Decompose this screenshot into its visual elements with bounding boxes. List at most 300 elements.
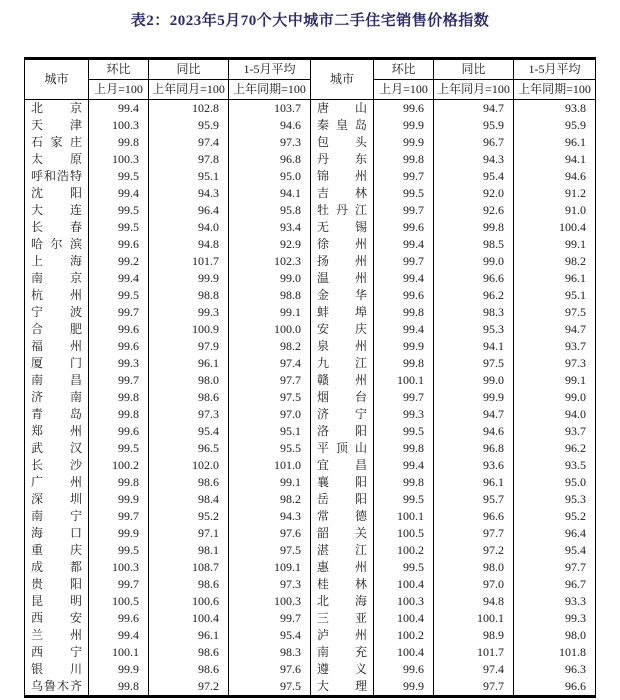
avg-value-left: 103.7 [229, 100, 311, 118]
avg-value-left: 97.7 [229, 372, 311, 389]
table-row [25, 542, 596, 559]
mom-value-left: 99.4 [89, 185, 149, 202]
mom-value-left: 99.5 [89, 287, 149, 304]
mom-value-right: 99.8 [374, 355, 434, 372]
yoy-value-left: 97.9 [149, 338, 229, 355]
avg-value-right: 96.7 [514, 576, 596, 593]
header-row-2 [25, 80, 596, 100]
yoy-value-right: 97.7 [434, 678, 514, 697]
city-cell-left: 南宁 [25, 508, 89, 525]
city-cell-left: 深圳 [25, 491, 89, 508]
city-cell-left: 西安 [25, 610, 89, 627]
avg-value-right: 95.1 [514, 287, 596, 304]
mom-value-right: 100.4 [374, 644, 434, 661]
yoy-value-left: 102.8 [149, 100, 229, 118]
city-cell-left: 天津 [25, 117, 89, 134]
table-row [25, 321, 596, 338]
avg-value-right: 98.2 [514, 253, 596, 270]
avg-value-right: 99.3 [514, 610, 596, 627]
yoy-value-right: 99.0 [434, 372, 514, 389]
city-cell-right: 徐州 [311, 236, 374, 253]
mom-value-left: 99.7 [89, 508, 149, 525]
city-cell-left: 哈尔滨 [25, 236, 89, 253]
mom-value-left: 99.5 [89, 168, 149, 185]
yoy-value-right: 99.9 [434, 389, 514, 406]
header-yoy-base-left: 上年同月=100 [149, 80, 229, 100]
yoy-value-left: 98.6 [149, 576, 229, 593]
yoy-value-left: 97.4 [149, 134, 229, 151]
city-cell-left: 沈阳 [25, 185, 89, 202]
mom-value-left: 99.5 [89, 219, 149, 236]
mom-value-left: 99.6 [89, 236, 149, 253]
yoy-value-left: 98.0 [149, 372, 229, 389]
yoy-value-right: 92.6 [434, 202, 514, 219]
mom-value-right: 100.2 [374, 542, 434, 559]
city-cell-right: 南充 [311, 644, 374, 661]
city-cell-left: 上海 [25, 253, 89, 270]
avg-value-left: 97.5 [229, 542, 311, 559]
mom-value-right: 99.3 [374, 406, 434, 423]
avg-value-left: 96.8 [229, 151, 311, 168]
mom-value-right: 99.9 [374, 134, 434, 151]
mom-value-right: 99.6 [374, 661, 434, 678]
mom-value-right: 100.2 [374, 627, 434, 644]
header-yoy-base-right: 上年同月=100 [434, 80, 514, 100]
yoy-value-left: 94.8 [149, 236, 229, 253]
avg-value-right: 93.5 [514, 457, 596, 474]
yoy-value-right: 97.0 [434, 576, 514, 593]
yoy-value-right: 98.5 [434, 236, 514, 253]
mom-value-right: 99.4 [374, 457, 434, 474]
city-cell-left: 郑州 [25, 423, 89, 440]
header-mom-base-left: 上月=100 [89, 80, 149, 100]
avg-value-left: 99.1 [229, 474, 311, 491]
table-row [25, 610, 596, 627]
city-cell-left: 青岛 [25, 406, 89, 423]
city-cell-left: 广州 [25, 474, 89, 491]
yoy-value-right: 96.1 [434, 474, 514, 491]
yoy-value-left: 96.4 [149, 202, 229, 219]
city-cell-left: 北京 [25, 100, 89, 118]
avg-value-left: 99.1 [229, 304, 311, 321]
table-row [25, 253, 596, 270]
mom-value-left: 100.3 [89, 117, 149, 134]
yoy-value-right: 95.3 [434, 321, 514, 338]
header-mom-left: 环比 [89, 59, 149, 80]
yoy-value-right: 97.5 [434, 355, 514, 372]
mom-value-left: 99.9 [89, 525, 149, 542]
city-cell-left: 呼和浩特 [25, 168, 89, 185]
header-mom-base-right: 上月=100 [374, 80, 434, 100]
city-cell-right: 三亚 [311, 610, 374, 627]
avg-value-right: 94.6 [514, 168, 596, 185]
mom-value-left: 100.3 [89, 559, 149, 576]
price-index-table [24, 57, 596, 698]
avg-value-right: 96.2 [514, 440, 596, 457]
avg-value-left: 97.3 [229, 576, 311, 593]
avg-value-right: 93.7 [514, 423, 596, 440]
yoy-value-left: 98.6 [149, 474, 229, 491]
city-cell-left: 杭州 [25, 287, 89, 304]
mom-value-right: 100.4 [374, 610, 434, 627]
table-row [25, 287, 596, 304]
header-yoy-left: 同比 [149, 59, 229, 80]
avg-value-left: 95.5 [229, 440, 311, 457]
city-cell-right: 金华 [311, 287, 374, 304]
avg-value-left: 94.1 [229, 185, 311, 202]
header-yoy-right: 同比 [434, 59, 514, 80]
avg-value-left: 97.5 [229, 678, 311, 697]
mom-value-left: 100.1 [89, 644, 149, 661]
yoy-value-right: 95.9 [434, 117, 514, 134]
city-cell-left: 银川 [25, 661, 89, 678]
mom-value-left: 99.9 [89, 491, 149, 508]
mom-value-left: 99.2 [89, 253, 149, 270]
yoy-value-right: 94.8 [434, 593, 514, 610]
yoy-value-left: 100.9 [149, 321, 229, 338]
city-cell-left: 乌鲁木齐 [25, 678, 89, 697]
avg-value-right: 97.7 [514, 559, 596, 576]
yoy-value-right: 98.0 [434, 559, 514, 576]
table-row [25, 525, 596, 542]
yoy-value-right: 94.7 [434, 406, 514, 423]
city-cell-left: 福州 [25, 338, 89, 355]
city-cell-right: 惠州 [311, 559, 374, 576]
mom-value-right: 100.5 [374, 525, 434, 542]
avg-value-left: 92.9 [229, 236, 311, 253]
avg-value-right: 97.3 [514, 355, 596, 372]
mom-value-left: 99.5 [89, 542, 149, 559]
city-cell-right: 大理 [311, 678, 374, 697]
city-cell-right: 平顶山 [311, 440, 374, 457]
mom-value-right: 99.4 [374, 236, 434, 253]
avg-value-left: 102.3 [229, 253, 311, 270]
avg-value-left: 94.6 [229, 117, 311, 134]
mom-value-right: 99.5 [374, 491, 434, 508]
city-cell-left: 长春 [25, 219, 89, 236]
avg-value-left: 98.3 [229, 644, 311, 661]
table-row [25, 644, 596, 661]
city-cell-right: 牡丹江 [311, 202, 374, 219]
yoy-value-right: 95.7 [434, 491, 514, 508]
mom-value-left: 99.4 [89, 100, 149, 118]
header-city-left: 城市 [25, 59, 89, 100]
city-cell-right: 扬州 [311, 253, 374, 270]
table-row [25, 389, 596, 406]
yoy-value-left: 96.5 [149, 440, 229, 457]
mom-value-right: 99.9 [374, 338, 434, 355]
mom-value-right: 99.6 [374, 287, 434, 304]
city-cell-left: 厦门 [25, 355, 89, 372]
avg-value-left: 95.1 [229, 423, 311, 440]
mom-value-left: 99.8 [89, 389, 149, 406]
mom-value-right: 99.7 [374, 389, 434, 406]
mom-value-left: 99.8 [89, 474, 149, 491]
mom-value-left: 100.3 [89, 151, 149, 168]
avg-value-left: 95.0 [229, 168, 311, 185]
city-cell-right: 蚌埠 [311, 304, 374, 321]
table-row [25, 491, 596, 508]
city-cell-right: 烟台 [311, 389, 374, 406]
table-row [25, 457, 596, 474]
city-cell-left: 成都 [25, 559, 89, 576]
city-cell-right: 湛江 [311, 542, 374, 559]
avg-value-right: 93.7 [514, 338, 596, 355]
city-cell-right: 北海 [311, 593, 374, 610]
city-cell-left: 重庆 [25, 542, 89, 559]
yoy-value-left: 98.1 [149, 542, 229, 559]
mom-value-left: 100.2 [89, 457, 149, 474]
page-title: 表2：2023年5月70个大中城市二手住宅销售价格指数 [130, 13, 490, 29]
mom-value-left: 99.6 [89, 338, 149, 355]
avg-value-right: 94.0 [514, 406, 596, 423]
avg-value-right: 91.0 [514, 202, 596, 219]
avg-value-right: 95.3 [514, 491, 596, 508]
table-row [25, 508, 596, 525]
avg-value-left: 100.0 [229, 321, 311, 338]
city-cell-left: 南昌 [25, 372, 89, 389]
avg-value-right: 93.3 [514, 593, 596, 610]
avg-value-right: 98.0 [514, 627, 596, 644]
mom-value-right: 100.1 [374, 508, 434, 525]
city-cell-left: 兰州 [25, 627, 89, 644]
mom-value-left: 99.6 [89, 610, 149, 627]
mom-value-right: 99.4 [374, 321, 434, 338]
city-cell-right: 宜昌 [311, 457, 374, 474]
yoy-value-left: 108.7 [149, 559, 229, 576]
city-cell-right: 包头 [311, 134, 374, 151]
table-row [25, 236, 596, 253]
city-cell-right: 泉州 [311, 338, 374, 355]
header-mom-right: 环比 [374, 59, 434, 80]
table-row [25, 134, 596, 151]
yoy-value-left: 98.8 [149, 287, 229, 304]
city-cell-left: 贵阳 [25, 576, 89, 593]
table-row [25, 151, 596, 168]
yoy-value-left: 101.7 [149, 253, 229, 270]
avg-value-left: 97.4 [229, 355, 311, 372]
table-row [25, 219, 596, 236]
avg-value-right: 96.3 [514, 661, 596, 678]
table-row [25, 559, 596, 576]
mom-value-left: 99.7 [89, 304, 149, 321]
yoy-value-left: 94.3 [149, 185, 229, 202]
city-cell-left: 合肥 [25, 321, 89, 338]
mom-value-right: 100.3 [374, 593, 434, 610]
avg-value-right: 96.6 [514, 678, 596, 697]
avg-value-right: 99.1 [514, 372, 596, 389]
mom-value-right: 99.9 [374, 678, 434, 697]
mom-value-left: 99.7 [89, 372, 149, 389]
mom-value-left: 99.4 [89, 627, 149, 644]
mom-value-right: 99.7 [374, 168, 434, 185]
yoy-value-right: 96.6 [434, 508, 514, 525]
avg-value-right: 91.2 [514, 185, 596, 202]
city-cell-left: 南京 [25, 270, 89, 287]
yoy-value-left: 96.1 [149, 627, 229, 644]
header-avg-right: 1-5月平均 [514, 59, 596, 80]
avg-value-left: 97.0 [229, 406, 311, 423]
table-row [25, 678, 596, 697]
yoy-value-right: 94.7 [434, 100, 514, 118]
yoy-value-left: 94.0 [149, 219, 229, 236]
city-cell-left: 昆明 [25, 593, 89, 610]
mom-value-left: 99.5 [89, 202, 149, 219]
table-row [25, 372, 596, 389]
table-row [25, 661, 596, 678]
yoy-value-right: 98.9 [434, 627, 514, 644]
mom-value-right: 99.7 [374, 253, 434, 270]
yoy-value-left: 95.1 [149, 168, 229, 185]
mom-value-right: 99.5 [374, 185, 434, 202]
city-cell-left: 武汉 [25, 440, 89, 457]
city-cell-right: 济宁 [311, 406, 374, 423]
avg-value-right: 94.7 [514, 321, 596, 338]
avg-value-right: 96.4 [514, 525, 596, 542]
city-cell-right: 无锡 [311, 219, 374, 236]
mom-value-left: 99.8 [89, 678, 149, 697]
yoy-value-right: 100.1 [434, 610, 514, 627]
city-cell-left: 太原 [25, 151, 89, 168]
yoy-value-right: 99.8 [434, 219, 514, 236]
avg-value-left: 97.5 [229, 389, 311, 406]
yoy-value-left: 99.3 [149, 304, 229, 321]
table-body [25, 100, 596, 697]
avg-value-left: 98.2 [229, 491, 311, 508]
mom-value-left: 99.5 [89, 440, 149, 457]
avg-value-right: 95.0 [514, 474, 596, 491]
yoy-value-left: 97.1 [149, 525, 229, 542]
yoy-value-right: 98.3 [434, 304, 514, 321]
avg-value-right: 96.1 [514, 270, 596, 287]
avg-value-right: 101.8 [514, 644, 596, 661]
yoy-value-left: 98.4 [149, 491, 229, 508]
mom-value-right: 99.4 [374, 270, 434, 287]
avg-value-left: 99.7 [229, 610, 311, 627]
city-cell-right: 常德 [311, 508, 374, 525]
table-row [25, 185, 596, 202]
table-row [25, 168, 596, 185]
yoy-value-left: 99.9 [149, 270, 229, 287]
yoy-value-left: 98.6 [149, 389, 229, 406]
yoy-value-right: 94.6 [434, 423, 514, 440]
avg-value-left: 109.1 [229, 559, 311, 576]
yoy-value-left: 100.6 [149, 593, 229, 610]
table-row [25, 576, 596, 593]
city-cell-right: 赣州 [311, 372, 374, 389]
city-cell-right: 韶关 [311, 525, 374, 542]
mom-value-left: 99.3 [89, 355, 149, 372]
city-cell-right: 丹东 [311, 151, 374, 168]
avg-value-right: 94.1 [514, 151, 596, 168]
header-city-right: 城市 [311, 59, 374, 100]
yoy-value-right: 94.3 [434, 151, 514, 168]
mom-value-left: 99.8 [89, 406, 149, 423]
city-cell-right: 吉林 [311, 185, 374, 202]
table-row [25, 406, 596, 423]
table-row [25, 355, 596, 372]
city-cell-right: 遵义 [311, 661, 374, 678]
mom-value-left: 99.7 [89, 576, 149, 593]
table-row [25, 423, 596, 440]
yoy-value-right: 92.0 [434, 185, 514, 202]
avg-value-left: 98.8 [229, 287, 311, 304]
header-avg-base-right: 上年同期=100 [514, 80, 596, 100]
header-avg-left: 1-5月平均 [229, 59, 311, 80]
mom-value-right: 99.8 [374, 304, 434, 321]
city-cell-right: 洛阳 [311, 423, 374, 440]
yoy-value-left: 98.6 [149, 644, 229, 661]
avg-value-left: 99.0 [229, 270, 311, 287]
yoy-value-right: 97.4 [434, 661, 514, 678]
header-row-1 [25, 59, 596, 80]
yoy-value-left: 102.0 [149, 457, 229, 474]
city-cell-right: 九江 [311, 355, 374, 372]
mom-value-right: 100.1 [374, 372, 434, 389]
table-row [25, 304, 596, 321]
yoy-value-right: 101.7 [434, 644, 514, 661]
table-row [25, 627, 596, 644]
mom-value-right: 99.7 [374, 202, 434, 219]
avg-value-left: 97.6 [229, 525, 311, 542]
mom-value-left: 99.4 [89, 270, 149, 287]
city-cell-left: 石家庄 [25, 134, 89, 151]
avg-value-right: 99.0 [514, 389, 596, 406]
city-cell-right: 锦州 [311, 168, 374, 185]
avg-value-left: 93.4 [229, 219, 311, 236]
mom-value-left: 99.9 [89, 661, 149, 678]
yoy-value-left: 95.9 [149, 117, 229, 134]
avg-value-right: 96.1 [514, 134, 596, 151]
city-cell-right: 泸州 [311, 627, 374, 644]
mom-value-right: 99.5 [374, 423, 434, 440]
city-cell-left: 海口 [25, 525, 89, 542]
mom-value-right: 99.9 [374, 117, 434, 134]
yoy-value-right: 96.2 [434, 287, 514, 304]
avg-value-right: 100.4 [514, 219, 596, 236]
yoy-value-left: 100.4 [149, 610, 229, 627]
mom-value-right: 100.4 [374, 576, 434, 593]
yoy-value-right: 94.1 [434, 338, 514, 355]
table-row [25, 593, 596, 610]
yoy-value-left: 96.1 [149, 355, 229, 372]
avg-value-left: 98.2 [229, 338, 311, 355]
avg-value-right: 97.5 [514, 304, 596, 321]
yoy-value-right: 97.2 [434, 542, 514, 559]
table-header [25, 59, 596, 100]
yoy-value-left: 97.2 [149, 678, 229, 697]
mom-value-left: 99.8 [89, 134, 149, 151]
mom-value-left: 99.6 [89, 321, 149, 338]
table-row [25, 117, 596, 134]
city-cell-right: 安庆 [311, 321, 374, 338]
yoy-value-left: 97.8 [149, 151, 229, 168]
avg-value-right: 93.8 [514, 100, 596, 118]
table-row [25, 338, 596, 355]
avg-value-left: 95.4 [229, 627, 311, 644]
header-avg-base-left: 上年同期=100 [229, 80, 311, 100]
city-cell-right: 桂林 [311, 576, 374, 593]
mom-value-right: 99.6 [374, 100, 434, 118]
city-cell-right: 岳阳 [311, 491, 374, 508]
table-row [25, 474, 596, 491]
avg-value-left: 97.6 [229, 661, 311, 678]
yoy-value-right: 93.6 [434, 457, 514, 474]
mom-value-right: 99.8 [374, 151, 434, 168]
avg-value-right: 99.1 [514, 236, 596, 253]
yoy-value-right: 96.7 [434, 134, 514, 151]
mom-value-right: 99.5 [374, 559, 434, 576]
